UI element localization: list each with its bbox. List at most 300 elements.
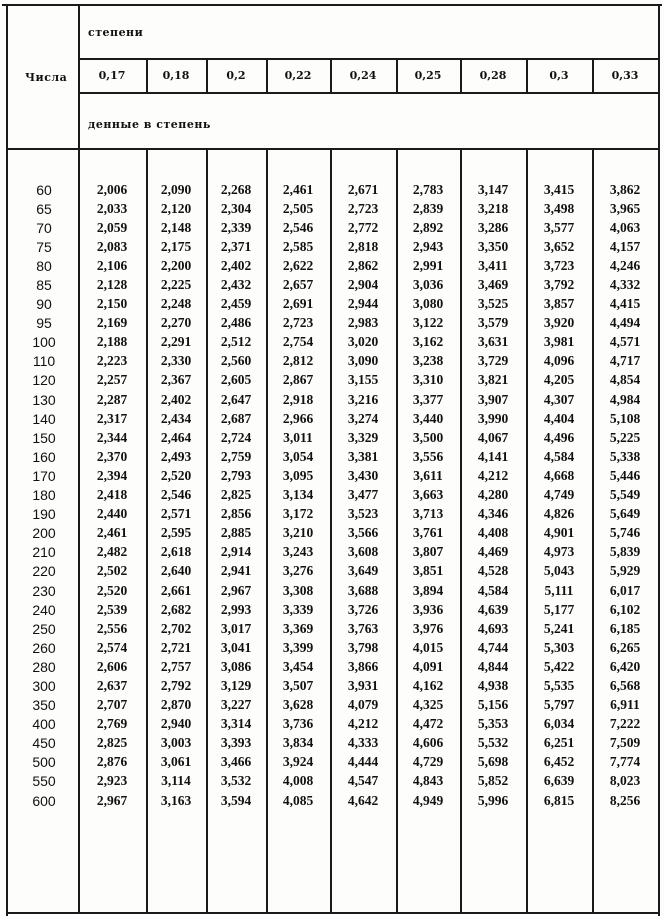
value-cell: 5,929 — [609, 563, 641, 579]
value-cell: 4,280 — [477, 487, 509, 503]
value-cell: 5,043 — [543, 563, 575, 579]
value-cell: 3,579 — [477, 315, 509, 331]
value-cell: 3,155 — [347, 372, 379, 388]
value-cell: 2,606 — [96, 658, 128, 674]
value-cell: 2,966 — [282, 410, 314, 426]
table-row — [0, 237, 664, 256]
number-cell: 160 — [32, 448, 56, 465]
value-cell: 2,702 — [160, 620, 192, 636]
exponent-header-cell: 0,18 — [162, 69, 190, 82]
value-cell: 4,854 — [609, 372, 641, 388]
value-cell: 4,246 — [609, 257, 641, 273]
value-cell: 3,377 — [412, 391, 444, 407]
value-cell: 6,265 — [609, 639, 641, 655]
value-cell: 2,839 — [412, 200, 444, 216]
number-cell: 600 — [32, 792, 56, 809]
value-cell: 4,091 — [412, 658, 444, 674]
value-cell: 2,006 — [96, 181, 128, 197]
value-cell: 2,876 — [96, 754, 128, 770]
value-cell: 2,459 — [220, 296, 252, 312]
value-cell: 3,310 — [412, 372, 444, 388]
number-cell: 130 — [32, 391, 56, 408]
exponent-header-cell: 0,17 — [98, 69, 126, 82]
value-cell: 4,496 — [543, 429, 575, 445]
value-cell: 3,688 — [347, 582, 379, 598]
number-cell: 500 — [32, 754, 56, 771]
value-cell: 4,472 — [412, 716, 444, 732]
value-cell: 2,870 — [160, 697, 192, 713]
value-cell: 2,892 — [412, 219, 444, 235]
value-cell: 3,807 — [412, 544, 444, 560]
value-cell: 3,095 — [282, 467, 314, 483]
value-cell: 5,422 — [543, 658, 575, 674]
value-cell: 2,721 — [160, 639, 192, 655]
value-cell: 2,268 — [220, 181, 252, 197]
table-row — [0, 600, 664, 619]
value-cell: 3,713 — [412, 506, 444, 522]
value-cell: 3,314 — [220, 716, 252, 732]
value-cell: 4,547 — [347, 773, 379, 789]
value-cell: 4,606 — [412, 735, 444, 751]
value-cell: 2,539 — [96, 601, 128, 617]
value-cell: 4,415 — [609, 296, 641, 312]
value-cell: 2,812 — [282, 353, 314, 369]
number-cell: 85 — [36, 277, 52, 294]
value-cell: 3,276 — [282, 563, 314, 579]
number-cell: 60 — [36, 181, 52, 198]
value-cell: 3,163 — [160, 792, 192, 808]
value-cell: 3,227 — [220, 697, 252, 713]
value-cell: 2,637 — [96, 677, 128, 693]
table-row — [0, 734, 664, 753]
exponent-header-cell: 0,3 — [549, 69, 569, 82]
value-cell: 3,350 — [477, 238, 509, 254]
value-cell: 2,825 — [96, 735, 128, 751]
value-cell: 4,843 — [412, 773, 444, 789]
value-cell: 3,399 — [282, 639, 314, 655]
value-cell: 3,729 — [477, 353, 509, 369]
value-cell: 2,188 — [96, 334, 128, 350]
table-row — [0, 333, 664, 352]
number-cell: 260 — [32, 639, 56, 656]
value-cell: 3,920 — [543, 315, 575, 331]
value-cell: 3,965 — [609, 200, 641, 216]
table-row — [0, 180, 664, 199]
value-cell: 3,430 — [347, 467, 379, 483]
value-cell: 3,238 — [412, 353, 444, 369]
value-cell: 3,628 — [282, 697, 314, 713]
value-cell: 2,605 — [220, 372, 252, 388]
value-cell: 5,996 — [477, 792, 509, 808]
value-cell: 2,967 — [96, 792, 128, 808]
value-cell: 6,420 — [609, 658, 641, 674]
value-cell: 4,404 — [543, 410, 575, 426]
value-cell: 2,661 — [160, 582, 192, 598]
value-cell: 6,568 — [609, 677, 641, 693]
value-cell: 4,571 — [609, 334, 641, 350]
value-cell: 3,726 — [347, 601, 379, 617]
value-cell: 5,225 — [609, 429, 641, 445]
header-rule-2 — [78, 92, 658, 94]
value-cell: 4,096 — [543, 353, 575, 369]
table-row — [0, 696, 664, 715]
value-cell: 3,134 — [282, 487, 314, 503]
value-cell: 4,744 — [477, 639, 509, 655]
value-cell: 3,649 — [347, 563, 379, 579]
value-cell: 5,535 — [543, 677, 575, 693]
value-cell: 4,729 — [412, 754, 444, 770]
table-bottom-border — [6, 912, 660, 914]
value-cell: 3,080 — [412, 296, 444, 312]
value-cell: 2,287 — [96, 391, 128, 407]
value-cell: 4,325 — [412, 697, 444, 713]
table-row — [0, 657, 664, 676]
value-cell: 3,020 — [347, 334, 379, 350]
value-cell: 2,622 — [282, 257, 314, 273]
value-cell: 2,520 — [96, 582, 128, 598]
value-cell: 3,611 — [413, 467, 443, 483]
value-cell: 2,914 — [220, 544, 252, 560]
exponent-header-row — [78, 60, 660, 92]
value-cell: 5,649 — [609, 506, 641, 522]
value-cell: 3,339 — [282, 601, 314, 617]
value-cell: 2,090 — [160, 181, 192, 197]
value-cell: 2,772 — [347, 219, 379, 235]
value-cell: 3,466 — [220, 754, 252, 770]
value-cell: 4,141 — [477, 448, 509, 464]
table-row — [0, 447, 664, 466]
value-cell: 4,584 — [477, 582, 509, 598]
value-cell: 5,156 — [477, 697, 509, 713]
value-cell: 3,469 — [477, 277, 509, 293]
value-cell: 3,381 — [347, 448, 379, 464]
value-cell: 2,434 — [160, 410, 192, 426]
value-cell: 3,798 — [347, 639, 379, 655]
value-cell: 5,108 — [609, 410, 641, 426]
value-cell: 5,839 — [609, 544, 641, 560]
number-cell: 450 — [32, 735, 56, 752]
value-cell: 2,967 — [220, 582, 252, 598]
number-cell: 550 — [32, 773, 56, 790]
table-row — [0, 791, 664, 810]
value-cell: 2,464 — [160, 429, 192, 445]
number-cell: 70 — [36, 219, 52, 236]
number-cell: 190 — [32, 506, 56, 523]
value-cell: 6,251 — [543, 735, 575, 751]
value-cell: 6,911 — [610, 697, 640, 713]
value-cell: 2,304 — [220, 200, 252, 216]
value-cell: 2,317 — [96, 410, 128, 426]
value-cell: 3,556 — [412, 448, 444, 464]
value-cell: 3,924 — [282, 754, 314, 770]
value-cell: 2,120 — [160, 200, 192, 216]
value-cell: 3,736 — [282, 716, 314, 732]
value-cell: 2,440 — [96, 506, 128, 522]
value-cell: 2,560 — [220, 353, 252, 369]
value-cell: 2,941 — [220, 563, 252, 579]
table-row — [0, 256, 664, 275]
number-cell: 230 — [32, 582, 56, 599]
table-row — [0, 562, 664, 581]
header-column-divider — [330, 58, 332, 92]
value-cell: 6,815 — [543, 792, 575, 808]
value-cell: 3,172 — [282, 506, 314, 522]
value-cell: 2,940 — [160, 716, 192, 732]
value-cell: 4,668 — [543, 467, 575, 483]
value-cell: 2,792 — [160, 677, 192, 693]
value-cell: 3,129 — [220, 677, 252, 693]
value-cell: 2,330 — [160, 353, 192, 369]
value-cell: 2,128 — [96, 277, 128, 293]
value-cell: 2,647 — [220, 391, 252, 407]
value-cell: 3,608 — [347, 544, 379, 560]
value-cell: 3,061 — [160, 754, 192, 770]
value-cell: 3,851 — [412, 563, 444, 579]
value-cell: 4,901 — [543, 525, 575, 541]
value-cell: 3,122 — [412, 315, 444, 331]
value-cell: 2,983 — [347, 315, 379, 331]
value-cell: 2,923 — [96, 773, 128, 789]
value-cell: 8,023 — [609, 773, 641, 789]
value-cell: 6,639 — [543, 773, 575, 789]
number-cell: 350 — [32, 697, 56, 714]
value-cell: 3,577 — [543, 219, 575, 235]
value-cell: 2,904 — [347, 277, 379, 293]
value-cell: 2,862 — [347, 257, 379, 273]
value-cell: 2,339 — [220, 219, 252, 235]
value-cell: 2,371 — [220, 238, 252, 254]
value-cell: 2,059 — [96, 219, 128, 235]
table-row — [0, 295, 664, 314]
value-cell: 7,774 — [609, 754, 641, 770]
value-cell: 3,936 — [412, 601, 444, 617]
value-cell: 4,639 — [477, 601, 509, 617]
value-cell: 4,444 — [347, 754, 379, 770]
value-cell: 3,981 — [543, 334, 575, 350]
value-cell: 6,102 — [609, 601, 641, 617]
table-row — [0, 619, 664, 638]
value-cell: 3,017 — [220, 620, 252, 636]
value-cell: 2,175 — [160, 238, 192, 254]
value-cell: 5,303 — [543, 639, 575, 655]
value-cell: 2,083 — [96, 238, 128, 254]
table-row — [0, 715, 664, 734]
value-cell: 4,469 — [477, 544, 509, 560]
value-cell: 4,067 — [477, 429, 509, 445]
value-cell: 4,085 — [282, 792, 314, 808]
value-cell: 3,054 — [282, 448, 314, 464]
value-cell: 3,566 — [347, 525, 379, 541]
value-cell: 3,761 — [412, 525, 444, 541]
value-cell: 2,402 — [220, 257, 252, 273]
number-cell: 400 — [32, 716, 56, 733]
value-cell: 4,528 — [477, 563, 509, 579]
value-cell: 3,210 — [282, 525, 314, 541]
table-row — [0, 505, 664, 524]
value-cell: 3,216 — [347, 391, 379, 407]
value-cell: 3,218 — [477, 200, 509, 216]
number-cell: 110 — [32, 353, 56, 370]
table-row — [0, 409, 664, 428]
header-rule-3 — [6, 148, 660, 150]
table-row — [0, 390, 664, 409]
value-cell: 4,984 — [609, 391, 641, 407]
value-cell: 5,111 — [544, 582, 574, 598]
value-cell: 3,090 — [347, 353, 379, 369]
header-column-divider — [266, 58, 268, 92]
value-cell: 2,993 — [220, 601, 252, 617]
value-cell: 2,856 — [220, 506, 252, 522]
value-cell: 2,640 — [160, 563, 192, 579]
value-cell: 2,918 — [282, 391, 314, 407]
number-cell: 220 — [32, 563, 56, 580]
value-cell: 3,931 — [347, 677, 379, 693]
value-cell: 2,200 — [160, 257, 192, 273]
value-cell: 2,150 — [96, 296, 128, 312]
value-cell: 2,595 — [160, 525, 192, 541]
number-cell: 180 — [32, 487, 56, 504]
value-cell: 4,346 — [477, 506, 509, 522]
value-cell: 3,003 — [160, 735, 192, 751]
value-cell: 5,746 — [609, 525, 641, 541]
value-cell: 2,585 — [282, 238, 314, 254]
value-cell: 4,212 — [347, 716, 379, 732]
value-cell: 3,440 — [412, 410, 444, 426]
value-cell: 3,162 — [412, 334, 444, 350]
value-cell: 3,663 — [412, 487, 444, 503]
table-row — [0, 275, 664, 294]
value-cell: 4,949 — [412, 792, 444, 808]
value-cell: 4,844 — [477, 658, 509, 674]
value-cell: 3,086 — [220, 658, 252, 674]
value-cell: 4,015 — [412, 639, 444, 655]
value-cell: 3,862 — [609, 181, 641, 197]
value-cell: 3,857 — [543, 296, 575, 312]
exponent-header-cell: 0,25 — [414, 69, 442, 82]
value-cell: 2,671 — [347, 181, 379, 197]
value-cell: 2,691 — [282, 296, 314, 312]
number-cell: 95 — [36, 315, 52, 332]
value-cell: 2,546 — [160, 487, 192, 503]
value-cell: 6,452 — [543, 754, 575, 770]
value-cell: 2,370 — [96, 448, 128, 464]
value-cell: 5,338 — [609, 448, 641, 464]
table-row — [0, 676, 664, 695]
exponent-header-cell: 0,24 — [349, 69, 377, 82]
number-cell: 120 — [32, 372, 56, 389]
table-row — [0, 371, 664, 390]
value-cell: 3,525 — [477, 296, 509, 312]
value-cell: 2,991 — [412, 257, 444, 273]
value-cell: 2,418 — [96, 487, 128, 503]
number-cell: 170 — [32, 467, 56, 484]
value-cell: 2,707 — [96, 697, 128, 713]
table-row — [0, 638, 664, 657]
value-cell: 2,818 — [347, 238, 379, 254]
value-cell: 3,477 — [347, 487, 379, 503]
value-cell: 8,256 — [609, 792, 641, 808]
value-cell: 5,852 — [477, 773, 509, 789]
value-cell: 4,079 — [347, 697, 379, 713]
value-cell: 3,147 — [477, 181, 509, 197]
value-cell: 4,693 — [477, 620, 509, 636]
value-cell: 6,185 — [609, 620, 641, 636]
table-row — [0, 218, 664, 237]
value-cell: 4,008 — [282, 773, 314, 789]
value-cell: 2,148 — [160, 219, 192, 235]
value-cell: 4,205 — [543, 372, 575, 388]
value-cell: 4,408 — [477, 525, 509, 541]
value-cell: 2,759 — [220, 448, 252, 464]
value-cell: 2,757 — [160, 658, 192, 674]
value-cell: 5,353 — [477, 716, 509, 732]
number-cell: 65 — [36, 200, 52, 217]
number-cell: 250 — [32, 620, 56, 637]
exponent-header-cell: 0,22 — [284, 69, 312, 82]
value-cell: 2,682 — [160, 601, 192, 617]
value-cell: 5,241 — [543, 620, 575, 636]
value-cell: 2,344 — [96, 429, 128, 445]
value-cell: 2,482 — [96, 544, 128, 560]
value-cell: 4,642 — [347, 792, 379, 808]
value-cell: 3,393 — [220, 735, 252, 751]
value-cell: 2,687 — [220, 410, 252, 426]
table-row — [0, 524, 664, 543]
value-cell: 2,033 — [96, 200, 128, 216]
value-cell: 5,532 — [477, 735, 509, 751]
value-cell: 3,507 — [282, 677, 314, 693]
value-cell: 4,063 — [609, 219, 641, 235]
number-cell: 150 — [32, 429, 56, 446]
value-cell: 3,594 — [220, 792, 252, 808]
value-cell: 4,826 — [543, 506, 575, 522]
value-cell: 2,461 — [96, 525, 128, 541]
value-cell: 2,885 — [220, 525, 252, 541]
value-cell: 3,834 — [282, 735, 314, 751]
value-cell: 2,270 — [160, 315, 192, 331]
table-row — [0, 352, 664, 371]
value-cell: 2,769 — [96, 716, 128, 732]
value-cell: 5,446 — [609, 467, 641, 483]
number-cell: 280 — [32, 658, 56, 675]
exponent-header-cell: 0,28 — [479, 69, 507, 82]
value-cell: 2,402 — [160, 391, 192, 407]
number-cell: 90 — [36, 296, 52, 313]
number-cell: 200 — [32, 525, 56, 542]
value-cell: 3,329 — [347, 429, 379, 445]
value-cell: 2,223 — [96, 353, 128, 369]
number-cell: 80 — [36, 257, 52, 274]
exponent-header-cell: 0,2 — [226, 69, 246, 82]
header-bottom-label: денные в степень — [88, 118, 211, 131]
number-cell: 300 — [32, 677, 56, 694]
header-column-divider — [592, 58, 594, 92]
value-cell: 4,162 — [412, 677, 444, 693]
value-cell: 2,793 — [220, 467, 252, 483]
number-cell: 100 — [32, 334, 56, 351]
value-cell: 2,825 — [220, 487, 252, 503]
value-cell: 5,177 — [543, 601, 575, 617]
number-cell: 75 — [36, 238, 52, 255]
value-cell: 3,243 — [282, 544, 314, 560]
value-cell: 2,724 — [220, 429, 252, 445]
value-cell: 2,783 — [412, 181, 444, 197]
value-cell: 3,894 — [412, 582, 444, 598]
value-cell: 4,584 — [543, 448, 575, 464]
value-cell: 3,652 — [543, 238, 575, 254]
number-cell: 140 — [32, 410, 56, 427]
value-cell: 4,494 — [609, 315, 641, 331]
